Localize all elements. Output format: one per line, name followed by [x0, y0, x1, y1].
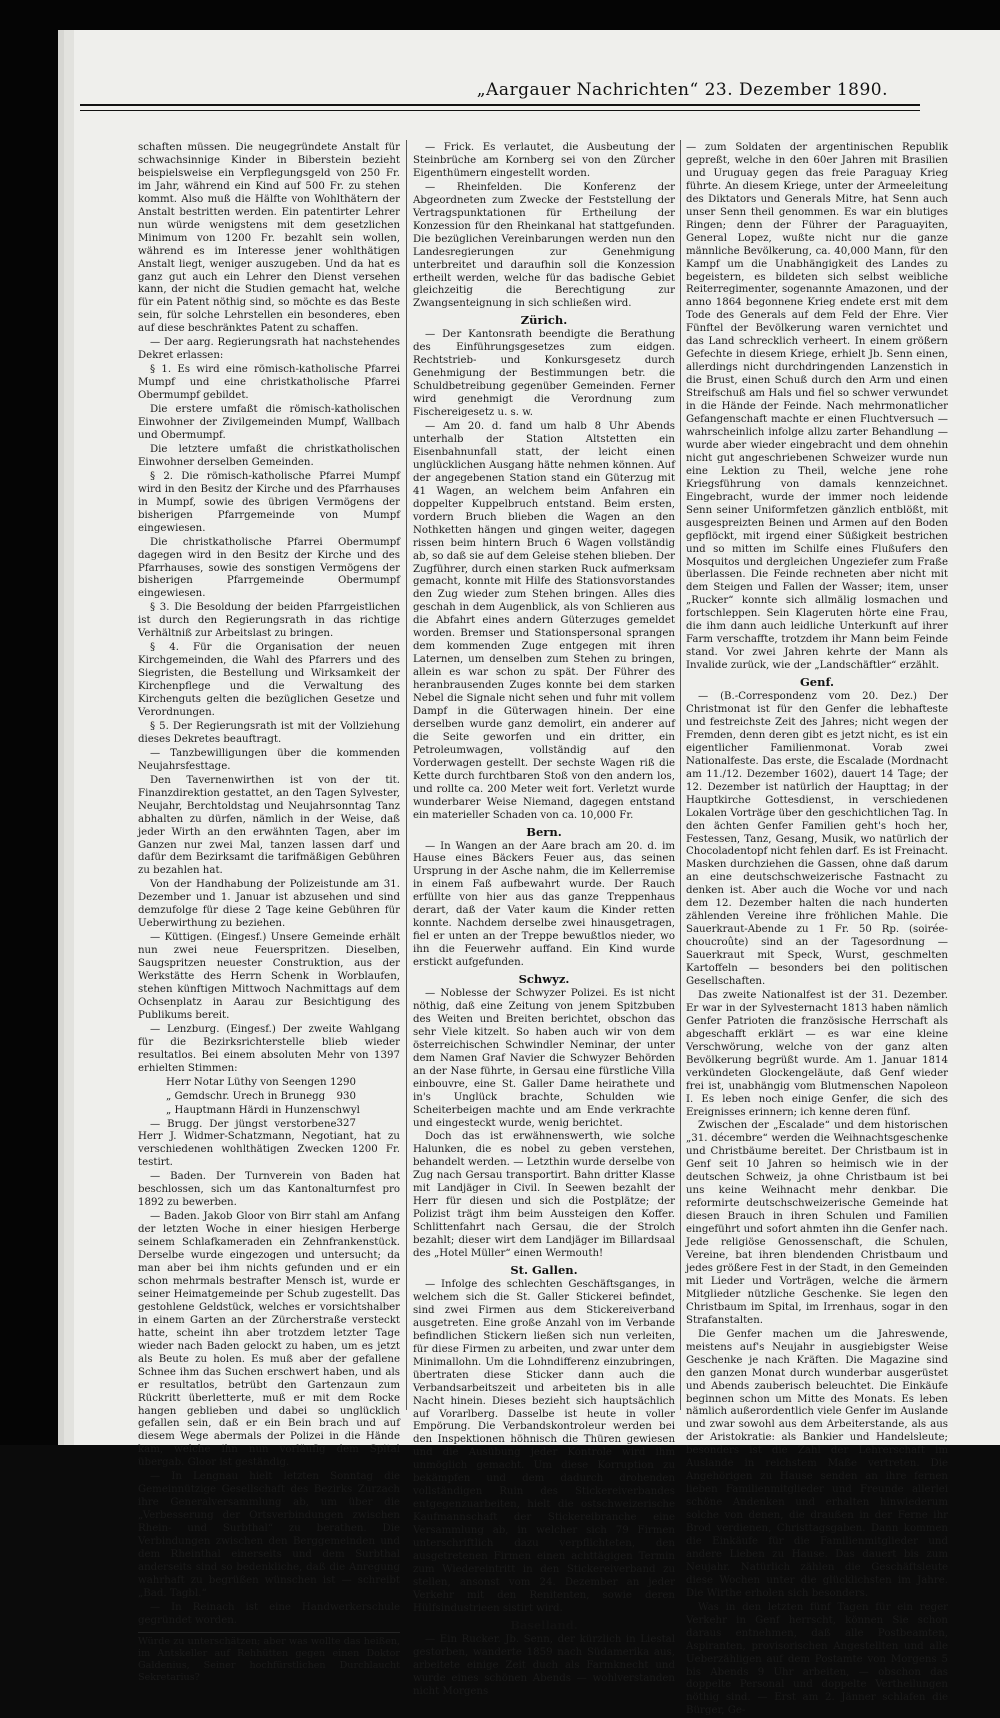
- article-paragraph: Von der Handhabung der Polizeistunde am 31. Dezember und 1. Januar ist abzusehen und sind demzufolge für diese 2 Tage keine Gebühren für Ueberwirthung zu beziehen.: [138, 879, 400, 930]
- candidate-name: „ Hauptmann Härdi in Hunzenschwyl: [166, 1104, 360, 1116]
- article-paragraph: — In Lengnau hielt letzten Sonntag die Gemeinnützige Gesellschaft des Bezirks Zurzach ihre Generalversammlung ab, um über die „Verbesserung der Ortsverbindungen zwischen Rhein- und Surbthal“ zu berathen. Die Verbindungen zwischen den Berggemeinden und dem Rheinthal einerseits und dem Surbthal anderseits sind so bedenkliche, daß die Anregung wahrhaft zu begrüßen wünschen ist — schreibt „Bad. Tagbl.“: [138, 1471, 400, 1599]
- article-paragraph: § 4. Für die Organisation der neuen Kirchgemeinden, die Wahl des Pfarrers und des Siegristen, die Bestellung und Wirksamkeit der Kirchenpflege und die Verwaltung des Kirchenguts gelten die bezüglichen Gesetze und Verordnungen.: [138, 642, 400, 718]
- article-paragraph: — Infolge des schlechten Geschäftsganges, in welchem sich die St. Galler Stickerei befindet, sind zwei Firmen aus dem Stickereiverband ausgetreten. Eine große Anzahl von im Verbande befindlichen Stickern ließen sich nun verleiten, für diese Firmen zu arbeiten, und zwar unter dem Minimallohn. Um die Lohndifferenz einzubringen, übertraten diese Sticker dann auch die Verbandsarbeitszeit und arbeiteten bis in alle Nacht hinein. Dieses bezieht sich hauptsächlich auf Vorarlberg. Dasselbe ist heute in voller Empörung. Die Verbandskontroleur werden bei den Inspektionen höhnisch die Thüren gewiesen und die Ausübung jeder Kontrole wird ihm unmöglich gemacht. Um diese Korruption zu bekämpfen und dem dadurch drohenden vollständigen Ruin des Stickereiverbandes entgegenzuarbeiten, hielt die ostschweizerische Kaufmannschaft der Stickereibranche eine Versammlung ab, in welcher sich 79 Firmen unterschriftlich dazu verpflichteten, den ausgetretenen Firmen einen achttägigen Termin zum Wiedereintritt in den Stickereiverband zu stellen, ansonst vom 24. Dezember an jeder Verkehr mit den Renitenten, sowie deren Hülfsindustrieen sistirt wird.: [413, 1278, 675, 1614]
- candidate-name: „ Gemdschr. Urech in Brunegg: [166, 1090, 326, 1102]
- scan-border-left: [0, 0, 58, 1445]
- section-heading-bern: Bern.: [526, 824, 562, 839]
- section-heading-schwyz: Schwyz.: [518, 972, 570, 987]
- article-paragraph: Die christkatholische Pfarrei Obermumpf dagegen wird in den Besitz der Kirche und des Pfarrhauses, sowie des sonstigen Vermögens der bisherigen Pfarrgemeinde Obermumpf eingewiesen.: [138, 536, 400, 600]
- header-rule-top: [80, 104, 920, 106]
- scan-border-top: [0, 0, 1000, 30]
- article-paragraph: — Lenzburg. (Eingesf.) Der zweite Wahlgang für die Bezirksrichterstelle blieb wieder resultatlos. Bei einem absoluten Mehr von 1397 erhielten Stimmen:: [138, 1023, 400, 1074]
- article-paragraph: — Der Kantonsrath beendigte die Berathung des Einführungsgesetzes zum eidgen. Rechtstrieb- und Konkursgesetz durch Genehmigung der Bestimmungen betr. die Schuldbetreibung gegenüber Gemeinden. Ferner wird genehmigt die Verordnung zum Fischereigesetz u. s. w.: [413, 329, 675, 419]
- article-paragraph: — Baden. Der Turnverein von Baden hat beschlossen, sich um das Kantonalturnfest pro 1892 zu bewerben.: [138, 1171, 400, 1209]
- article-paragraph: Das zweite Nationalfest ist der 31. Dezember. Er war in der Sylvesternacht 1813 haben nämlich Genfer Patrioten die französische Herrschaft als abgeschafft erklärt — es war eine kleine Verschwörung, welche von der ganz alten Bevölkerung begrüßt wurde. Am 1. Januar 1814 verkündeten Glockengeläute, daß Genf wieder frei ist, unabhängig vom Blutmenschen Napoleon I. Es leben noch einige Genfer, die sich des Ereignisses erinnern; ich kenne deren fünf.: [686, 989, 948, 1118]
- article-paragraph: — Ein Rucker. Jb. Senn, der kürzlich in Liestal gestorben, wanderte 1859 nach Südamerika aus, arbeitete einige Zeit duch als Farmknecht und wurde eines schönen Abends — wohlverstanden nicht Morgens: [413, 1633, 675, 1697]
- article-paragraph: Doch das ist erwähnenswerth, wie solche Halunken, die es nobel zu geben verstehen, behandelt werden. — Letzthin wurde derselbe von Zug nach Gersau transportirt. Bahn dritter Klasse mit Landjäger in Civil. In Seewen bezahlt der Herr für diesen und sich die Postplätze; der Polizist trägt ihm beim Aussteigen den Koffer. Schlittenfahrt nach Gersau, die der Strolch bezahlt; dieser wirt dem Landjäger im Billardsaal des „Hotel Müller“ einen Wermouth!: [413, 1131, 675, 1260]
- running-title: „Aargauer Nachrichten“ 23. Dezember 1890.: [476, 80, 888, 100]
- article-paragraph: Den Tavernenwirthen ist von der tit. Finanzdirektion gestattet, an den Tagen Sylvester, Neujahr, Berchtoldstag und Neujahrsonntag Tanz abhalten zu dürfen, nämlich in der Weise, daß jeder Wirth an den erwähnten Tagen, aber im Ganzen nur zwei Mal, tanzen lassen darf und dafür dem Bezirksamt die tarifmäßigen Gebühren zu bezahlen hat.: [138, 774, 400, 877]
- column-2: [413, 142, 675, 1697]
- section-heading-st-gallen: St. Gallen.: [510, 1263, 578, 1278]
- section-heading-genf: Genf.: [799, 675, 835, 690]
- article-paragraph: Die Genfer machen um die Jahreswende, meistens auf's Neujahr in ausgiebigster Weise Geschenke je nach Kräften. Die Magazine sind den ganzen Monat durch wunderbar ausgerüstet und Abends zauberisch beleuchtet. Die Einkäufe beginnen schon um Mitte des Monats. Es leben nämlich außerordentlich viele Genfer im Auslande und zwar sowohl aus dem Arbeiterstande, als aus der Aristokratie: als Bankier und Handelsleute; besonders ist die Zahl der Lehrerschaft im Auslande in reichstem Maße vertreten. Die Angehörigen zu Hause senden an ihre fernen lieben Familienmitglieder und Freunde allerlei schöne Andenken und erhalten hinwiederum solche von denen, die draußen in der Ferne ihr Brod verdienen, Christtagsgaben. Dann kommen die Einkäufe für die Familienmitglieder und andere Lieben zu Hause. Das dauert bis zum Neujahr. Natürlich zählen die Geschäftsleute diese Wochen unter die glücklichsten im Jahre. Die Wirthe erholen sich besonders.: [686, 1328, 948, 1599]
- article-paragraph: — Baden. Jakob Gloor von Birr stahl am Anfang der letzten Woche in einer hiesigen Herberge seinem Schlafkameraden ein Zehnfrankenstück. Derselbe wurde eingezogen und untersucht; da man aber bei ihm nichts gefunden und er ein schon mehrmals bestrafter Mensch ist, wurde er seiner Heimatgemeinde per Schub zugestellt. Das gestohlene Geldstück, welches er vorsichtshalber in einem Garten an der Zürcherstraße versteckt hatte, scheint ihn aber trotzdem letzter Tage wieder nach Baden gelockt zu haben, um es jetzt als Beute zu holen. Es muß aber der gefallene Schnee ihm das Suchen erschwert haben, und als er resultatlos, betrübt den Gartenzaun zum Rückritt überletterte, muß er mit dem Rocke hangen geblieben und dabei so unglücklich gefallen sein, daß er ein Bein brach und auf diesem Wege abermals der Polizei in die Hände kam, welche ihn nun vorläufig dem Spital übergab. Gloor ist geständig.: [138, 1211, 400, 1469]
- vote-count: 327: [336, 1117, 356, 1129]
- vote-row: [138, 1091, 400, 1104]
- article-paragraph: § 5. Der Regierungsrath ist mit der Vollziehung dieses Dekretes beauftragt.: [138, 720, 400, 745]
- article-paragraph: — Am 20. d. fand um halb 8 Uhr Abends unterhalb der Station Altstetten ein Eisenbahnunfall statt, der leicht einen unglücklichen Ausgang hätte nehmen können. Auf der angegebenen Station stand ein Güterzug mit 41 Wagen, an welchem beim Anfahren ein doppelter Kuppelbruch entstand. Beim ersten, vordern Bruch blieben die Wagen an den Nothketten hängen und gingen weiter, dagegen rissen beim hintern Bruch 6 Wagen vollständig ab, so daß sie auf dem Geleise stehen blieben. Der Zugführer, durch einen starken Ruck aufmerksam gemacht, konnte mit Hilfe des Stationsvorstandes den Zug wieder zum Stehen bringen. Alles dies geschah in dem Augenblick, als von Schlieren aus die Abfahrt eines andern Güterzuges gemeldet worden. Bremser und Stationspersonal sprangen dem kommenden Zuge entgegen mit ihren Laternen, um denselben zum Stehen zu bringen, allein es war schon zu spät. Der Führer des heranbrausenden Zuges konnte bei dem starken Nebel die Signale nicht sehen und fuhr mit vollem Dampf in die Güterwagen hinein. Der eine derselben wurde ganz demolirt, ein anderer auf die Seite geworfen und ein dritter, ein Petroleumwagen, vollständig auf den Vorderwagen gestellt. Der sechste Wagen riß die Kette durch furchtbaren Stoß von den andern los, und rollte ca. 200 Meter weit fort. Verletzt wurde wunderbarer Weise Niemand, dagegen entstand ein materieller Schaden von ca. 10,000 Fr.: [413, 421, 675, 821]
- article-paragraph: — In Wangen an der Aare brach am 20. d. im Hause eines Bäckers Feuer aus, das seinen Ursprung in der Asche nahm, die im Kellerremise in einem Faß aufbewahrt wurde. Der Rauch erfüllte von hier aus das ganze Treppenhaus derart, daß der Vater kaum die Kinder retten konnte. Nachdem derselbe zwei hinausgetragen, fiel er unten an der Treppe bewußtlos nieder, wo ihn die Feuerwehr auffand. Ein Kind wurde erstickt aufgefunden.: [413, 840, 675, 969]
- article-paragraph: § 1. Es wird eine römisch-katholische Pfarrei Mumpf und eine christkatholische Pfarrei Obermumpf gebildet.: [138, 364, 400, 402]
- article-paragraph: — zum Soldaten der argentinischen Republik gepreßt, welche in den 60er Jahren mit Brasilien und Uruguay gegen das freie Paraguay Krieg führte. An diesem Kriege, unter der Armeeleitung des Diktators und Generals Mitre, hat Senn auch unser Senn theil genommen. Es war ein blutiges Ringen; denn der Führer der Paraguayiten, General Lopez, wußte nicht nur die ganze männliche Bevölkerung, ca. 40,000 Mann, für den Kampf um die Unabhängigkeit des Landes zu begeistern, es bildeten sich selbst weibliche Reiterregimenter, sogenannte Amazonen, und der anno 1864 begonnene Krieg endete erst mit dem Tode des Generals auf dem Feld der Ehre. Vier Fünftel der Bevölkerung waren vernichtet und das Land schrecklich verheert. In einem größern Gefechte in diesem Kriege, erhielt Jb. Senn einen, allerdings nicht durchdringenden Lanzenstich in die Brust, einen Schuß durch den Arm und einen Streifschuß am Hals und fiel so schwer verwundet in die Hände der Feinde. Nach mehrmonatlicher Gefangenschaft machte er einen Fluchtversuch — wahrscheinlich infolge allzu zarter Behandlung — wurde aber wieder eingebracht und dem ohnehin nicht gut angeschriebenen Schweizer wurde nun eine Lektion zu Theil, welche jene rohe Kriegsführung von damals kennzeichnet. Eingebracht, wurde der immer noch leidende Senn seiner Uniformfetzen gänzlich entblößt, mit ausgespreizten Beinen und Armen auf den Boden gepflöckt, mit irgend einer Süßigkeit bestrichen und so mitten im Schilfe eines Flußufers den Mosquitos und dergleichen Ungeziefer zum Fraße überlassen. Die Feinde rechneten aber nicht mit dem Steigen und Fallen der Wasser; item, unser „Rucker“ konnte sich allmälig losmachen und fortschleppen. Sein Klageruten hörte eine Frau, die ihm dann auch leidliche Unterkunft auf ihrer Farm verschaffte, trotzdem ihr Mann beim Feinde stand. Vor zwei Jahren kehrte der Mann als Invalide zurück, wie der „Landschäftler“ erzählt.: [686, 142, 948, 672]
- article-paragraph: Was in den letzten fünf Tagen für ein reger Verkehr in Genf herrscht, können Sie schon daraus entnehmen, daß alle Postbeamten, Aspiranten, provisorischen Angestellten und alle Ueberzähligen auf dem Postamte von Morgens 5 bis Abends 9 Uhr arbeiten, — obschon das doppelte Personal und doppelte Vertheilungen nöthig sind. — Erst am 2. Jänner schlafen die Bürger, Ge-: [686, 1601, 948, 1717]
- vote-count: 930: [336, 1090, 356, 1102]
- article-paragraph: Zwischen der „Escalade“ und dem historischen „31. décembre“ werden die Weihnachtsgeschenke und Christbäume bereitet. Der Christbaum ist in Genf seit 10 Jahren so heimisch wie in der deutschen Schweiz, ja ohne Christbaum ist bei uns keine Weihnacht mehr denkbar. Die reformirte deutschschweizerische Gemeinde hat diesen Brauch in ihren Schulen und Familien eingeführt und sofort ahmten ihn die Genfer nach. Jede religiöse Genossenschaft, die Schulen, Vereine, bat ihren blendenden Christbaum und jedes größere Fest in der Stadt, in den Gemeinden mit Lieder und Vorträgen, welche die ärmern Mitglieder nützliche Geschenke. Sie legen den Christbaum im Spital, im Irrenhaus, sogar in den Strafanstalten.: [686, 1120, 948, 1326]
- column-1: [138, 142, 400, 1683]
- article-paragraph: — Brugg. Der jüngst verstorbene Herr J. Widmer-Schatzmann, Negotiant, hat zu verschiedenen wohlthätigen Zwecken 1200 Fr. testirt.: [138, 1118, 400, 1169]
- column-rule-1: [406, 140, 407, 1410]
- article-paragraph: — Frick. Es verlautet, die Ausbeutung der Steinbrüche am Kornberg sei von den Zürcher Eigenthümern eingestellt worden.: [413, 142, 675, 179]
- feuilleton-footnote: Würde zu unterschätzen; aber was wollte das heißen, im Antskeller auf Rehhütten gegen einen Doktor Galdenius, Seiner hochfürstlichen Durchlaucht Sekretarius?: [138, 1635, 400, 1683]
- vote-count: 1290: [330, 1076, 356, 1088]
- page-header: [80, 72, 920, 112]
- article-paragraph: — Tanzbewilligungen über die kommenden Neujahrsfesttage.: [138, 747, 400, 772]
- article-paragraph: — In Reinach ist eine Handwerkerschule gegründet worden.: [138, 1601, 400, 1626]
- article-paragraph: § 3. Die Besoldung der beiden Pfarrgeistlichen ist durch den Regierungsrath in das richtige Verhältniß zur Arbeitslast zu bringen.: [138, 602, 400, 640]
- footnote-divider: [138, 1632, 400, 1633]
- article-paragraph: § 2. Die römisch-katholische Pfarrei Mumpf wird in den Besitz der Kirche und des Pfarrhauses in Mumpf, sowie des übrigen Vermögens der bisherigen Pfarrgemeinde von Mumpf eingewiesen.: [138, 470, 400, 534]
- section-heading-baselland: Baselland.: [510, 1617, 578, 1632]
- article-paragraph: — Der aarg. Regierungsrath hat nachstehendes Dekret erlassen:: [138, 337, 400, 362]
- vote-row: [138, 1104, 400, 1129]
- header-rule-bottom: [80, 110, 920, 111]
- article-paragraph: — (B.-Correspondenz vom 20. Dez.) Der Christmonat ist für den Genfer die lebhafteste und festreichste Zeit des Jahres; nicht wegen der Fremden, denn deren gibt es jetzt nicht, es ist ein eigentlicher Familienmonat. Vorab zwei Nationalfeste. Das erste, die Escalade (Mordnacht am 11./12. Dezember 1602), dauert 14 Tage; der 12. Dezember ist natürlich der Haupttag; in der Hauptkirche Gottesdienst, in verschiedenen Lokalen Vorträge über den geschichtlichen Tag. In den ächten Genfer Familien geht's hoch her, Festessen, Tanz, Gesang, Musik, wo natürlich der Chocoladentopf nicht fehlen darf. Es ist Freinacht. Masken durchziehen die Gassen, ohne daß darum an eine deutschschweizerische Fastnacht zu denken ist. Aber auch die Woche vor und nach dem 12. Dezember halten die nach hunderten zählenden Vereine ihre fröhlichen Mahle. Die Sauerkraut-Abende zu 1 Fr. 50 Rp. (soirée-choucroûte) sind an der Tagesordnung — Sauerkraut mit Speck, Wurst, geschmelten Kartoffeln — besonders bei den politischen Gesellschaften.: [686, 691, 948, 987]
- article-paragraph: — Noblesse der Schwyzer Polizei. Es ist nicht nöthig, daß eine Zeitung von jenem Spitzbuben des Weiten und Breiten berichtet, obschon das sehr Viele kitzelt. So haben auch wir von dem österreichischen Schwindler Neminar, der unter dem Namen Graf Navier die Schwyzer Behörden an der Nase führte, in Gersau eine fürstliche Villa einbouvre, eine St. Galler Dame heirathete und in's Unglück brachte, Schulden wie Scheiterbeigen machte und am Ende verkrachte und eingesteckt wurde, wenig berichtet.: [413, 988, 675, 1129]
- binding-strip: [64, 30, 74, 1445]
- vote-row: [138, 1077, 400, 1090]
- column-3: [686, 142, 948, 1717]
- article-paragraph: — Küttigen. (Eingesf.) Unsere Gemeinde erhält nun zwei neue Feuerspritzen. Dieselben, Saugspritzen neuester Construktion, aus der Werkstätte des Herrn Schenk in Worblaufen, stehen künftigen Mittwoch Nachmittags auf dem Ochsenplatz in Aarau zur Besichtigung des Publikums bereit.: [138, 932, 400, 1021]
- article-paragraph: Die letztere umfaßt die christkatholischen Einwohner derselben Gemeinden.: [138, 443, 400, 468]
- section-heading-zuerich: Zürich.: [520, 313, 568, 328]
- article-paragraph: Die erstere umfaßt die römisch-katholischen Einwohner der Zivilgemeinden Mumpf, Wallbach und Obermumpf.: [138, 404, 400, 441]
- article-paragraph: — Rheinfelden. Die Konferenz der Abgeordneten zum Zwecke der Feststellung der Vertragspunktationen für Ertheilung der Konzession für den Rheinkanal hat stattgefunden. Die bezüglichen Vereinbarungen werden nun den Landesregierungen zur Genehmigung unterbreitet und daraufhin soll die Konzession ertheilt werden, welche für das badische Gebiet gleichzeitig die Berechtigung zur Zwangsenteignung in sich schließen wird.: [413, 181, 675, 310]
- candidate-name: Herr Notar Lüthy von Seengen: [166, 1076, 327, 1088]
- column-rule-2: [680, 140, 681, 1410]
- article-paragraph: schaften müssen. Die neugegründete Anstalt für schwachsinnige Kinder in Biberstein bezieht beispielsweise ein Verpflegungsgeld von 250 Fr. im Jahr, während ein Kind auf 500 Fr. zu stehen kommt. Also muß die Hälfte von Wohlthätern der Anstalt bestritten werden. Ein patentirter Lehrer nun würde wenigstens mit dem gesetzlichen Minimum von 1200 Fr. bezahlt sein wollen, während es im Interesse jener wohlthätigen Anstalt liegt, weniger auszugeben. Und da hat es ganz gut auch ein Lehrer den Dienst versehen kann, der nicht die Studien gemacht hat, welche für ein Patent nöthig sind, so möchte es das Beste sein, für solche Lehrstellen ein besonderes, eben auf diese beschränktes Patent zu schaffen.: [138, 142, 400, 335]
